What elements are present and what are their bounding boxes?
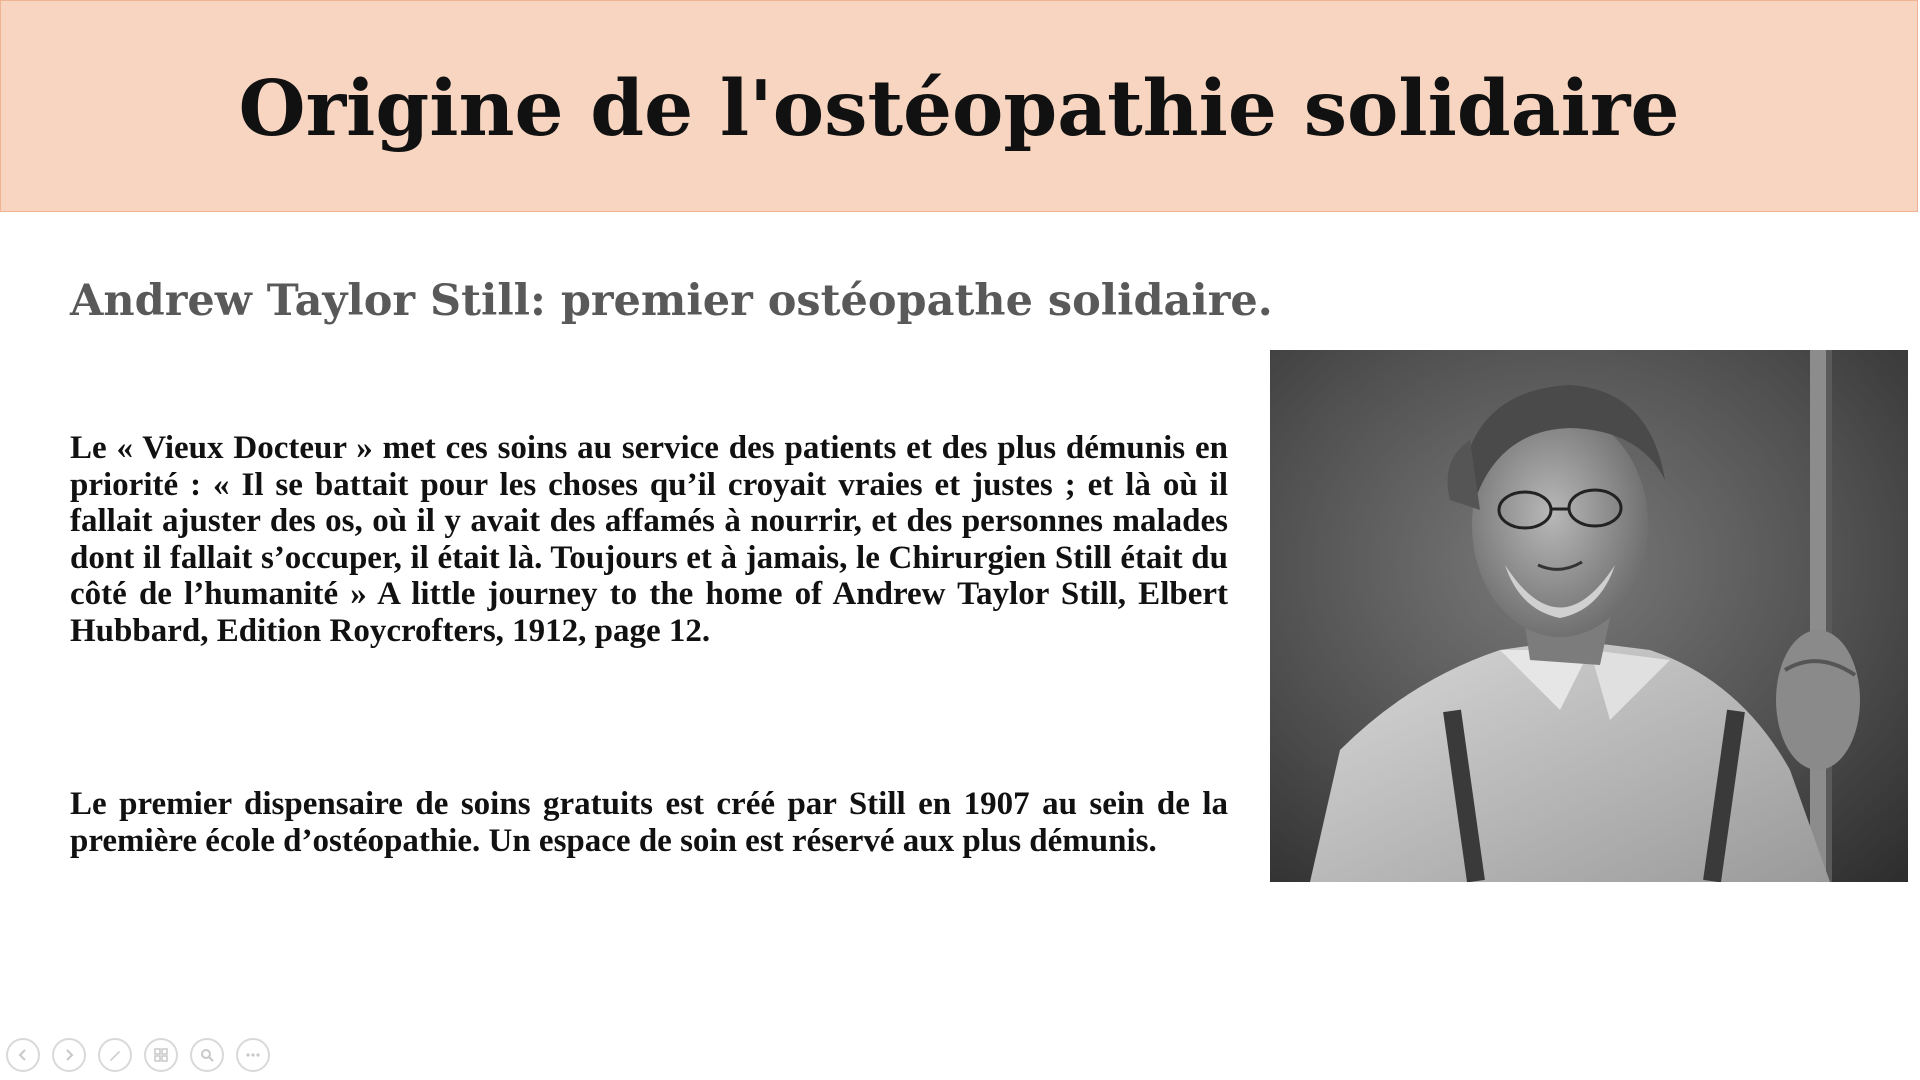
title-banner bbox=[0, 0, 1918, 212]
slide-subtitle: Andrew Taylor Still: premier ostéopathe solidaire. bbox=[70, 276, 1273, 326]
slides-grid-icon[interactable] bbox=[144, 1038, 178, 1072]
body-paragraph-dispensary: Le premier dispensaire de soins gratuits est créé par Still en 1907 au sein de la première école d’ostéopathie. Un espace de soin est réservé aux plus démunis. bbox=[70, 786, 1228, 859]
body-paragraph-quote: Le « Vieux Docteur » met ces soins au service des patients et des plus démunis en priorité : « Il se battait pour les choses qu’il croyait vraies et justes ; et là où il fallait ajuster des os, où il y avait des affamés à nourrir, et des personnes malades dont il fallait s’occuper, il était là. Toujours et à jamais, le Chirurgien Still était du côté de l’humanité » A little journey to the home of Andrew Taylor Still, Elbert Hubbard, Edition Roycrofters, 1912, page 12. bbox=[70, 430, 1228, 649]
more-options-icon[interactable] bbox=[236, 1038, 270, 1072]
portrait-photo bbox=[1270, 350, 1908, 882]
pen-icon[interactable] bbox=[98, 1038, 132, 1072]
slide-title: Origine de l'ostéopathie solidaire bbox=[238, 64, 1680, 154]
zoom-icon[interactable] bbox=[190, 1038, 224, 1072]
previous-icon[interactable] bbox=[6, 1038, 40, 1072]
presentation-controls bbox=[6, 1038, 270, 1072]
next-icon[interactable] bbox=[52, 1038, 86, 1072]
